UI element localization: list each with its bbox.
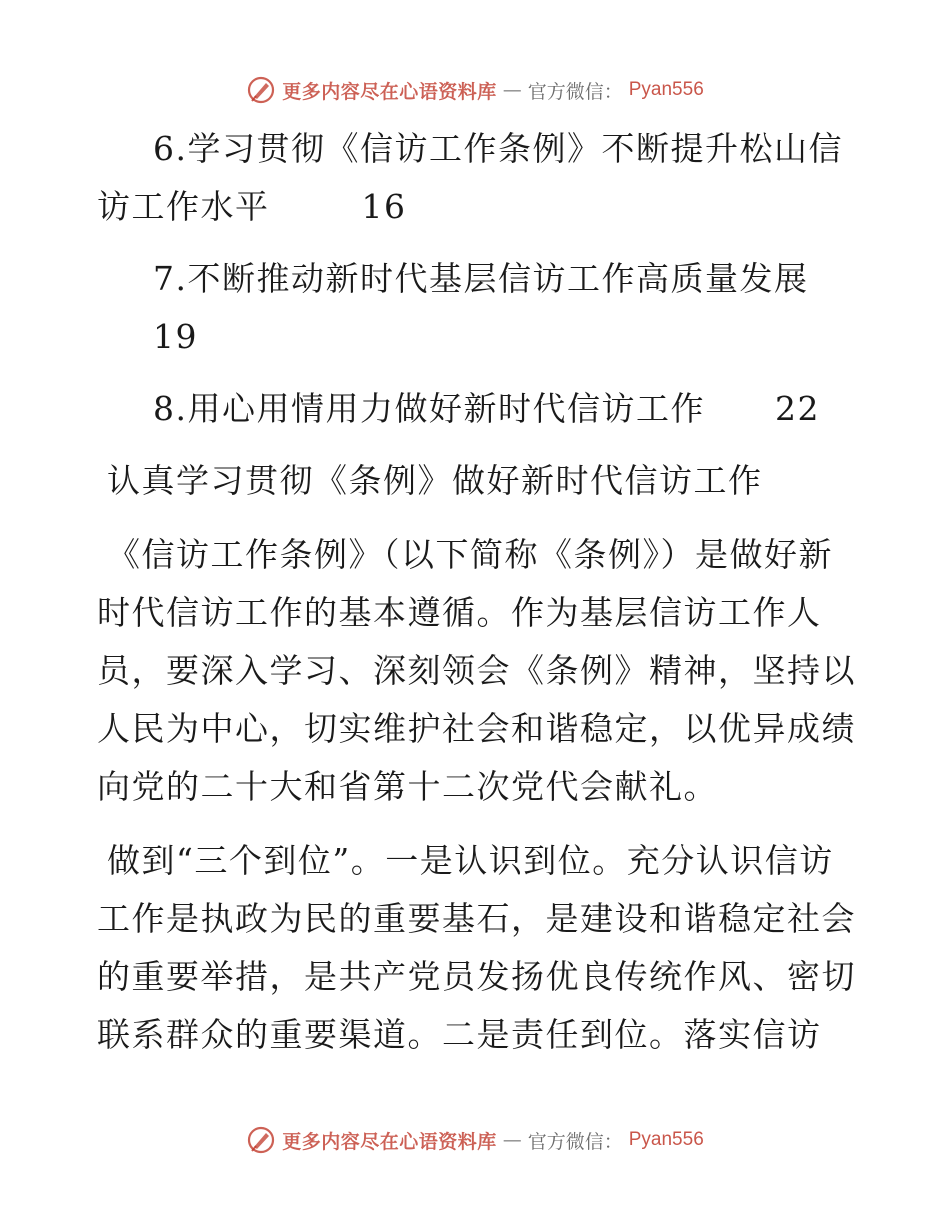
footer-watermark xyxy=(0,1120,950,1160)
watermark-dash: — xyxy=(502,79,522,101)
watermark-dash: — xyxy=(502,1129,522,1151)
quill-logo-icon xyxy=(246,1125,276,1155)
toc-item-title: 8.用心用情用力做好新时代信访工作 xyxy=(153,389,705,428)
article-paragraph xyxy=(97,832,857,1064)
paragraph-text: 做到“三个到位”。一是认识到位。充分认识信访工作是执政为民的重要基石，是建设和谐稳定社会的重要举措，是共产党员发扬优良传统作风、密切联系群众的重要渠道。二是责任到位。落实信访 xyxy=(97,841,856,1054)
toc-item-page: 16 xyxy=(361,187,407,226)
watermark-official-label: 官方微信： xyxy=(527,80,623,103)
watermark-wechat-id: Pyan556 xyxy=(628,79,704,100)
toc-item-title: 6.学习贯彻《信访工作条例》不断提升松山信访工作水平 xyxy=(97,129,843,226)
toc-item xyxy=(97,380,857,438)
toc-item xyxy=(97,120,857,236)
article-paragraph xyxy=(97,526,857,816)
quill-logo-icon xyxy=(246,75,276,105)
article-title: 认真学习贯彻《条例》做好新时代信访工作 xyxy=(107,461,763,500)
watermark-wechat-id: Pyan556 xyxy=(628,1129,704,1150)
toc-item xyxy=(97,250,857,366)
watermark-site-text: 更多内容尽在心语资料库 xyxy=(282,80,497,103)
watermark-site-text: 更多内容尽在心语资料库 xyxy=(282,1130,497,1153)
toc-item-page: 19 xyxy=(153,317,198,356)
document-body xyxy=(97,120,857,1080)
watermark-official-label: 官方微信： xyxy=(527,1130,623,1153)
header-watermark xyxy=(0,70,950,110)
toc-item-title: 7.不断推动新时代基层信访工作高质量发展 xyxy=(153,259,809,298)
toc-item-page: 22 xyxy=(775,389,820,428)
paragraph-text: 《信访工作条例》（以下简称《条例》）是做好新时代信访工作的基本遵循。作为基层信访工作人员，要深入学习、深刻领会《条例》精神，坚持以人民为中心，切实维护社会和谐稳定，以优异成绩向党的二十大和省第十二次党代会献礼。 xyxy=(97,535,856,806)
